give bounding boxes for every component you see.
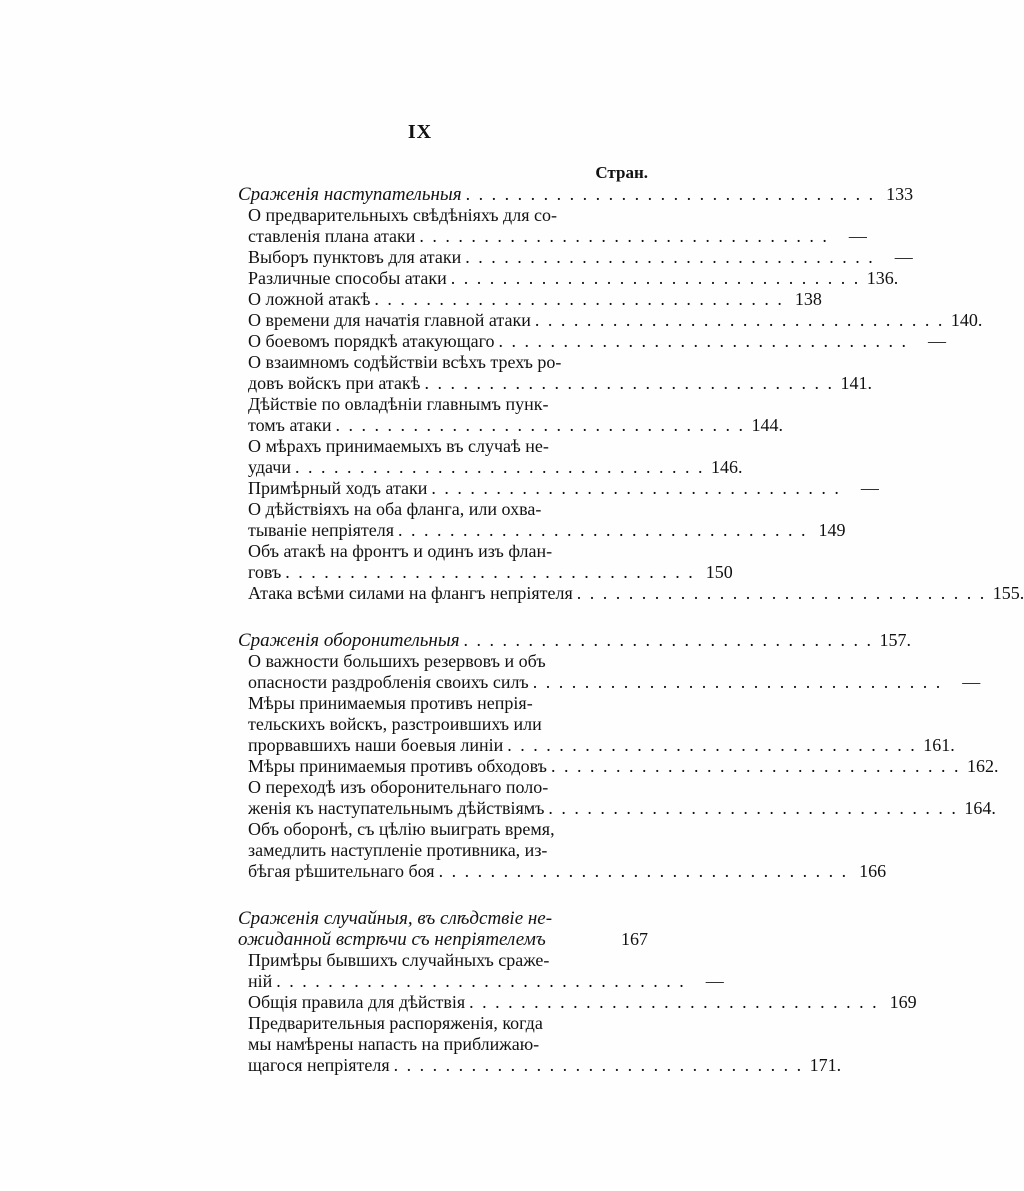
dot-leader: . . . . . . . . . . . . . . . . . . . . . . . . . . . . . . . .	[498, 331, 909, 351]
entry-text: ставленія плана атаки	[248, 226, 416, 246]
page-ref: 162.	[966, 756, 999, 776]
entry-text: Предварительныя распоряженія, когда	[248, 1013, 543, 1033]
dot-leader: . . . . . . . . . . . . . . . . . . . . . . . . . . . . . . . .	[550, 756, 961, 776]
page-ref: 144.	[751, 415, 783, 435]
dot-leader: . . . . . . . . . . . . . . . . . . . . . . . . . . . . . . . .	[438, 861, 849, 881]
toc-entry	[238, 478, 879, 499]
toc-entry	[238, 499, 648, 520]
page-ref: —	[962, 672, 981, 692]
toc-entry	[238, 819, 648, 840]
toc-entry	[238, 373, 872, 394]
toc-entry	[238, 226, 867, 247]
entry-text: Примѣрный ходъ атаки	[248, 478, 428, 498]
toc-entry	[238, 352, 648, 373]
page-ref: 136.	[866, 268, 899, 288]
toc-entry	[238, 583, 1024, 604]
toc-entry	[238, 735, 955, 756]
dot-leader: . . . . . . . . . . . . . . . . . . . . . . . . . . . . . . . .	[534, 310, 945, 330]
dot-leader: . . . . . . . . . . . . . . . . . . . . . . . . . . . . . . . .	[294, 457, 705, 477]
page-ref: 133	[886, 184, 914, 204]
toc-entry	[238, 651, 648, 672]
page-ref: 155.	[992, 583, 1024, 603]
entry-text: О взаимномъ содѣйствіи всѣхъ трехъ ро-	[248, 352, 562, 372]
dot-leader: . . . . . . . . . . . . . . . . . . . . . . . . . . . . . . . .	[548, 798, 958, 818]
page-number: IX	[407, 121, 433, 143]
toc-entry	[238, 415, 783, 436]
toc-entry	[238, 693, 648, 714]
entry-text: тельскихъ войскъ, разстроившихъ или	[248, 714, 542, 734]
page-column-header: Стран.	[595, 163, 648, 182]
entry-text: прорвавшихъ наши боевыя линіи	[248, 735, 504, 755]
entry-text: Атака всѣми силами на флангъ непріятеля	[248, 583, 573, 603]
entry-text: О боевомъ порядкѣ атакующаго	[248, 331, 495, 351]
entry-text: Мѣры принимаемыя противъ непрія-	[248, 693, 533, 713]
toc-entry	[238, 840, 648, 861]
entry-text: мы намѣрены напасть на приближаю-	[248, 1034, 540, 1054]
toc-entry	[238, 268, 899, 289]
toc-entry	[238, 861, 887, 882]
toc-entry	[238, 992, 917, 1013]
section-title	[238, 908, 648, 929]
page-ref: 171.	[809, 1055, 842, 1075]
page-ref: 141.	[840, 373, 872, 393]
toc-entry	[238, 331, 947, 352]
dot-leader: . . . . . . . . . . . . . . . . . . . . . . . . . . . . . . . .	[463, 630, 874, 650]
dot-leader: . . . . . . . . . . . . . . . . . . . . . . . . . . . . . . . .	[398, 520, 808, 540]
page-ref: 146.	[710, 457, 743, 477]
dot-leader: . . . . . . . . . . . . . . . . . . . . . . . . . . . . . . . .	[431, 478, 841, 498]
toc-entry	[238, 756, 999, 777]
dot-leader: . . . . . . . . . . . . . . . . . . . . . . . . . . . . . . . .	[576, 583, 987, 603]
entry-text: ній	[248, 971, 273, 991]
toc-section	[238, 630, 999, 882]
entry-text: Мѣры принимаемыя противъ обходовъ	[248, 756, 547, 776]
toc-entry	[238, 457, 743, 478]
entry-text: тываніе непріятеля	[248, 520, 394, 540]
dot-leader: . . . . . . . . . . . . . . . . . . . . . . . . . . . . . . . .	[507, 735, 917, 755]
page-ref: 164.	[964, 798, 996, 818]
entry-text: О предварительныхъ свѣдѣніяхъ для со-	[248, 205, 557, 225]
page-ref: 140.	[950, 310, 983, 330]
toc-entry	[238, 971, 724, 992]
page-ref: 150	[705, 562, 733, 582]
toc-entry	[238, 777, 648, 798]
page-ref: 138	[794, 289, 822, 309]
entry-text: довъ войскъ при атакѣ	[248, 373, 421, 393]
dot-leader: . . . . . . . . . . . . . . . . . . . . . . . . . . . . . . . .	[532, 672, 943, 692]
entry-text: бѣгая рѣшительнаго боя	[248, 861, 435, 881]
toc-entry	[238, 541, 648, 562]
section-title	[238, 184, 914, 205]
toc-entry	[238, 310, 983, 331]
entry-text: Сраженія наступательныя	[238, 184, 462, 205]
toc-entry	[238, 714, 648, 735]
entry-text: замедлить наступленіе противника, из-	[248, 840, 548, 860]
dot-leader: . . . . . . . . . . . . . . . . . . . . . . . . . . . . . . . .	[465, 247, 875, 267]
table-of-contents	[238, 184, 1024, 1102]
toc-section	[238, 908, 917, 1076]
dot-leader: . . . . . . . . . . . . . . . . . . . . . . . . . . . . . . . .	[276, 971, 686, 991]
entry-text: говъ	[248, 562, 282, 582]
toc-entry	[238, 520, 846, 541]
dot-leader: . . . . . . . . . . . . . . . . . . . . . . . . . . . . . . . .	[450, 268, 861, 288]
entry-text: ожиданной встрѣчи съ непріятелемъ	[238, 929, 546, 950]
page-ref: 169	[889, 992, 917, 1012]
toc-entry	[238, 394, 648, 415]
toc-entry	[238, 1055, 842, 1076]
entry-text: женія къ наступательнымъ дѣйствіямъ	[248, 798, 545, 818]
page-ref: —	[848, 226, 867, 246]
page-ref: —	[928, 331, 947, 351]
toc-entry	[238, 289, 822, 310]
page-ref: 149	[818, 520, 846, 540]
toc-entry	[238, 1034, 648, 1055]
entry-text: Объ атакѣ на фронтъ и одинъ изъ флан-	[248, 541, 553, 561]
dot-leader: . . . . . . . . . . . . . . . . . . . . . . . . . . . . . . . .	[469, 992, 879, 1012]
toc-entry	[238, 562, 733, 583]
page-ref: 167	[621, 929, 648, 949]
toc-entry	[238, 247, 913, 268]
dot-leader: . . . . . . . . . . . . . . . . . . . . . . . . . . . . . . . .	[465, 184, 876, 204]
entry-text: О дѣйствіяхъ на оба фланга, или охва-	[248, 499, 542, 519]
page-ref: 161.	[923, 735, 955, 755]
entry-text: томъ атаки	[248, 415, 332, 435]
dot-leader: . . . . . . . . . . . . . . . . . . . . . . . . . . . . . . . .	[419, 226, 829, 246]
dot-leader: . . . . . . . . . . . . . . . . . . . . . . . . . . . . . . . .	[393, 1055, 804, 1075]
dot-leader: . . . . . . . . . . . . . . . . . . . . . . . . . . . . . . . .	[424, 373, 834, 393]
entry-text: О времени для начатія главной атаки	[248, 310, 531, 330]
entry-text: Сраженія оборонительныя	[238, 630, 460, 651]
toc-entry	[238, 436, 648, 457]
entry-text: О важности большихъ резервовъ и объ	[248, 651, 546, 671]
entry-text: Сраженія случайныя, въ слѣдствіе не-	[238, 908, 553, 929]
toc-entry	[238, 798, 996, 819]
toc-section	[238, 184, 1024, 604]
toc-entry	[238, 950, 648, 971]
page-ref: 166	[859, 861, 887, 881]
page-ref: —	[894, 247, 913, 267]
section-title	[238, 630, 912, 651]
page-ref: —	[705, 971, 724, 991]
dot-leader: . . . . . . . . . . . . . . . . . . . . . . . . . . . . . . . .	[335, 415, 745, 435]
entry-text: Примѣры бывшихъ случайныхъ сраже-	[248, 950, 550, 970]
entry-text: Различные способы атаки	[248, 268, 447, 288]
toc-entry	[238, 205, 648, 226]
page-ref: —	[860, 478, 879, 498]
entry-text: опасности раздробленія своихъ силъ	[248, 672, 529, 692]
page-ref: 157.	[879, 630, 912, 650]
dot-leader: . . . . . . . . . . . . . . . . . . . . . . . . . . . . . . . .	[285, 562, 695, 582]
entry-text: щагося непріятеля	[248, 1055, 390, 1075]
entry-text: Выборъ пунктовъ для атаки	[248, 247, 462, 267]
entry-text: Дѣйствіе по овладѣніи главнымъ пунк-	[248, 394, 549, 414]
entry-text: О ложной атакѣ	[248, 289, 371, 309]
entry-text: Общія правила для дѣйствія	[248, 992, 466, 1012]
toc-entry	[238, 1013, 648, 1034]
entry-text: О мѣрахъ принимаемыхъ въ случаѣ не-	[248, 436, 549, 456]
section-title	[238, 929, 648, 950]
entry-text: О переходѣ изъ оборонительнаго поло-	[248, 777, 549, 797]
entry-text: удачи	[248, 457, 291, 477]
dot-leader: . . . . . . . . . . . . . . . . . . . . . . . . . . . . . . . .	[374, 289, 784, 309]
toc-entry	[238, 672, 981, 693]
entry-text: Объ оборонѣ, съ цѣлію выиграть время,	[248, 819, 555, 839]
